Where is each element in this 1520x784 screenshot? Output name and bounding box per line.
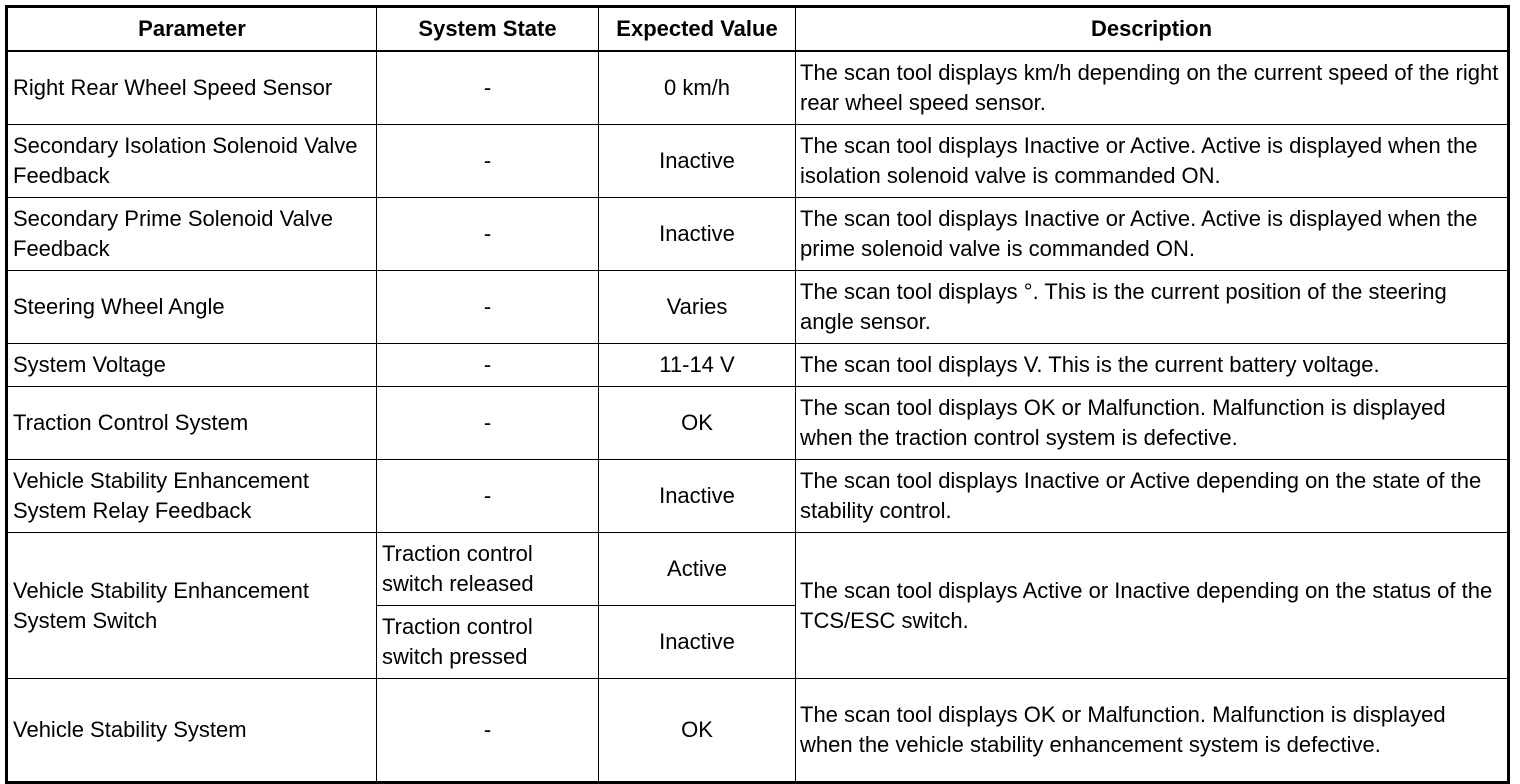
table-header-row: [7, 7, 1509, 52]
table-row: [7, 198, 1509, 271]
system-state-cell: -: [377, 460, 599, 533]
parameter-cell: Vehicle Stability Enhancement System Relay Feedback: [7, 460, 377, 533]
header-expected-value: Expected Value: [599, 7, 796, 52]
header-parameter: Parameter: [7, 7, 377, 52]
expected-value-cell: Inactive: [599, 198, 796, 271]
description-cell: The scan tool displays OK or Malfunction. Malfunction is displayed when the traction control system is defective.: [796, 387, 1509, 460]
expected-value-cell: Inactive: [599, 460, 796, 533]
expected-value-cell: 11-14 V: [599, 344, 796, 387]
expected-value-cell: 0 km/h: [599, 51, 796, 125]
expected-value-cell: Inactive: [599, 125, 796, 198]
system-state-cell: -: [377, 271, 599, 344]
parameter-cell: Right Rear Wheel Speed Sensor: [7, 51, 377, 125]
parameter-cell: Traction Control System: [7, 387, 377, 460]
description-cell: The scan tool displays °. This is the current position of the steering angle sensor.: [796, 271, 1509, 344]
table-row: [7, 125, 1509, 198]
parameter-cell: Steering Wheel Angle: [7, 271, 377, 344]
expected-value-cell: Inactive: [599, 606, 796, 679]
system-state-cell: Traction control switch pressed: [377, 606, 599, 679]
description-cell: The scan tool displays km/h depending on the current speed of the right rear wheel speed sensor.: [796, 51, 1509, 125]
parameter-cell: Secondary Prime Solenoid Valve Feedback: [7, 198, 377, 271]
parameter-cell: System Voltage: [7, 344, 377, 387]
table-row: [7, 271, 1509, 344]
system-state-cell: -: [377, 198, 599, 271]
system-state-cell: -: [377, 679, 599, 783]
description-cell: The scan tool displays Inactive or Active depending on the state of the stability control.: [796, 460, 1509, 533]
table-row: [7, 387, 1509, 460]
system-state-cell: -: [377, 51, 599, 125]
expected-value-cell: OK: [599, 387, 796, 460]
parameter-cell: Vehicle Stability System: [7, 679, 377, 783]
expected-value-cell: Varies: [599, 271, 796, 344]
table-row: [7, 533, 1509, 606]
header-description: Description: [796, 7, 1509, 52]
expected-value-cell: Active: [599, 533, 796, 606]
table-row: [7, 51, 1509, 125]
expected-value-cell: OK: [599, 679, 796, 783]
parameter-table: [5, 5, 1510, 784]
parameter-cell: Vehicle Stability Enhancement System Switch: [7, 533, 377, 679]
system-state-cell: -: [377, 344, 599, 387]
description-cell: The scan tool displays OK or Malfunction. Malfunction is displayed when the vehicle stability enhancement system is defective.: [796, 679, 1509, 783]
description-cell: The scan tool displays Inactive or Active. Active is displayed when the isolation solenoid valve is commanded ON.: [796, 125, 1509, 198]
table-row: [7, 679, 1509, 783]
system-state-cell: -: [377, 387, 599, 460]
system-state-cell: Traction control switch released: [377, 533, 599, 606]
description-cell: The scan tool displays Inactive or Active. Active is displayed when the prime solenoid valve is commanded ON.: [796, 198, 1509, 271]
parameter-cell: Secondary Isolation Solenoid Valve Feedback: [7, 125, 377, 198]
description-cell: The scan tool displays Active or Inactive depending on the status of the TCS/ESC switch.: [796, 533, 1509, 679]
description-cell: The scan tool displays V. This is the current battery voltage.: [796, 344, 1509, 387]
table-row: [7, 344, 1509, 387]
table-row: [7, 460, 1509, 533]
system-state-cell: -: [377, 125, 599, 198]
header-system-state: System State: [377, 7, 599, 52]
